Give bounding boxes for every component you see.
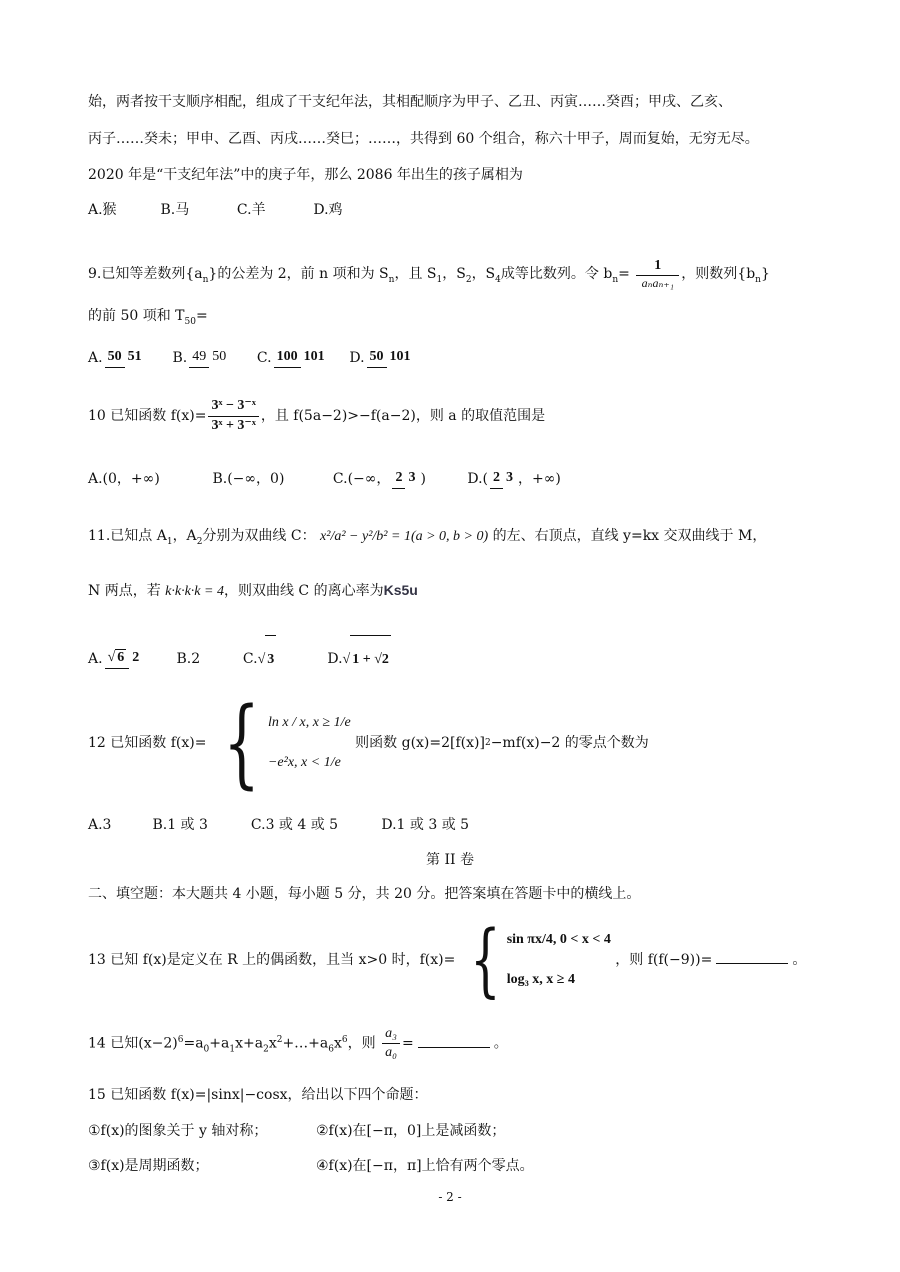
q11-option-a: A. √ 6 2 [88, 650, 140, 667]
q8-option-b: B.马 [160, 202, 190, 218]
q12-option-c: C.3 或 4 或 5 [250, 817, 339, 833]
q15-proposition-2: ②f(x)在[−π，0]上是减函数； [316, 1123, 506, 1139]
q12-option-b: B.1 或 3 [152, 817, 208, 833]
q8-text-line3: 2020 年是“干支纪年法”中的庚子年，那么 2086 年出生的孩子属相为 [88, 167, 523, 183]
page-number: - 2 - [438, 1190, 462, 1204]
q10-stem: 10 已知函数 f(x)= $\frac{\text{3ˣ − 3⁻ˣ}}{\text{3ˣ + 3⁻ˣ}}$ ，且 f(5a−2)>−f(a−2)，则 a 的取值范围是 [88, 398, 546, 433]
q14-answer-blank[interactable] [418, 1033, 490, 1048]
q8-text-line2: 丙子……癸未；甲申、乙酉、丙戌……癸巳；……，共得到 60 个组合，称六十甲子，周而复始，无穷无尽。 [88, 131, 759, 147]
q15-proposition-4: ④f(x)在[−π，π]上恰有两个零点。 [316, 1158, 534, 1174]
q10-option-c: C.(−∞， 2 3 ) [332, 470, 426, 487]
q13-stem: 13 已知 f(x)是定义在 R 上的偶函数，且当 x>0 时，f(x)= { sin πx/4, 0 < x < 4 log₃ x, x ≥ 4 ，则 f(f(−9))= 。 [88, 913, 807, 1006]
q9-option-a: A. 50 51 [88, 349, 142, 366]
q15-proposition-3: ③f(x)是周期函数； [88, 1158, 209, 1174]
section-title: 第 II 卷 [426, 852, 474, 868]
q12-piecewise: { ln x / x, x ≥ 1/e −e²x, x < 1/e [223, 687, 351, 799]
q13-answer-blank[interactable] [716, 949, 788, 964]
q13-piecewise: { sin πx/4, 0 < x < 4 log₃ x, x ≥ 4 [469, 913, 611, 1006]
q11-stem: 11.已知点 $A_1$，$A_2$分别为双曲线 C： x²/a² − y²/b² = 1(a > 0, b > 0) 的左、右顶点，直线 y=kx 交双曲线于 M， [88, 528, 767, 547]
q12-stem: 12 已知函数 f(x)= { ln x / x, x ≥ 1/e −e²x, x < 1/e 则函数 g(x)=2[f(x)]2−mf(x)−2 的零点个数为 [88, 687, 649, 799]
section-instruction: 二、填空题：本大题共 4 小题，每小题 5 分，共 20 分。把答案填在答题卡中的横线上。 [88, 886, 641, 902]
q11-option-d: D.√ 1 + √2 [327, 635, 391, 684]
q10-option-b: B.(−∞，0) [212, 471, 285, 487]
q14-fraction: $\frac{\text{a₃}}{\text{a₀}}$ [382, 1026, 400, 1061]
q10-fraction: $\frac{\text{3ˣ − 3⁻ˣ}}{\text{3ˣ + 3⁻ˣ}}$ [208, 398, 258, 433]
q9-stem: 9.已知等差数列$\{a_n\}$的公差为 2，前 n 项和为 $S_n$，且 $S_1$，$S_2$，$S_4$成等比数列。令 $b_n=$ $\frac{1}{\text{aₙaₙ₊₁}}$ ，则数列$\{b_n\}$ [88, 257, 770, 290]
q9-option-b: B. 49 50 [172, 349, 227, 366]
q10-options [88, 455, 561, 503]
q9-stem-line2: 的前 50 项和 $T_{50}=$ [88, 308, 208, 327]
q10-option-a: A.(0，+∞) [88, 471, 160, 487]
q8-text-line1: 始，两者按干支顺序相配，组成了干支纪年法，其相配顺序为甲子、乙丑、丙寅……癸酉；甲戌、乙亥、 [88, 94, 732, 110]
q11-stem-line2: N 两点，若 k·k·k·k = 4，则双曲线 C 的离心率为Ks5u [88, 582, 418, 599]
q8-option-a: A.猴 [88, 202, 117, 218]
q14-stem: 14 已知$(x-2)^6=a_0+a_1x+a_2x^2+\dots+a_6x^6$，则 $\frac{\text{a₃}}{\text{a₀}}$ = 。 [88, 1026, 508, 1061]
q9-option-d: D. 50 101 [349, 349, 411, 366]
q9-bn-fraction: $\frac{1}{\text{aₙaₙ₊₁}}$ [636, 258, 679, 291]
q8-option-d: D.鸡 [313, 202, 343, 218]
q12-option-a: A.3 [88, 817, 112, 833]
q11-option-b: B.2 [176, 651, 201, 667]
q9-options [88, 334, 416, 382]
q15-proposition-1: ①f(x)的图象关于 y 轴对称； [88, 1123, 268, 1139]
watermark-ks5u: Ks5u [383, 582, 418, 598]
q15-propositions-row2 [88, 1156, 534, 1176]
q12-option-d: D.1 或 3 或 5 [381, 817, 470, 833]
q15-propositions-row1 [88, 1121, 505, 1141]
q11-hyperbola-formula: x²/a² − y²/b² = 1(a > 0, b > 0) [320, 529, 489, 544]
q8-options [88, 200, 343, 220]
q11-options [88, 635, 391, 684]
q15-stem: 15 已知函数 f(x)=|sinx|−cosx，给出以下四个命题： [88, 1087, 428, 1103]
q12-options [88, 815, 469, 835]
q11-option-c: C.√ 3 [243, 635, 323, 684]
q11-slope-product: k·k·k·k = 4 [165, 584, 224, 599]
q10-option-d: D.( 2 3 ，+∞) [467, 470, 561, 487]
q8-option-c: C.羊 [236, 202, 266, 218]
q9-option-c: C. 100 101 [256, 349, 325, 366]
